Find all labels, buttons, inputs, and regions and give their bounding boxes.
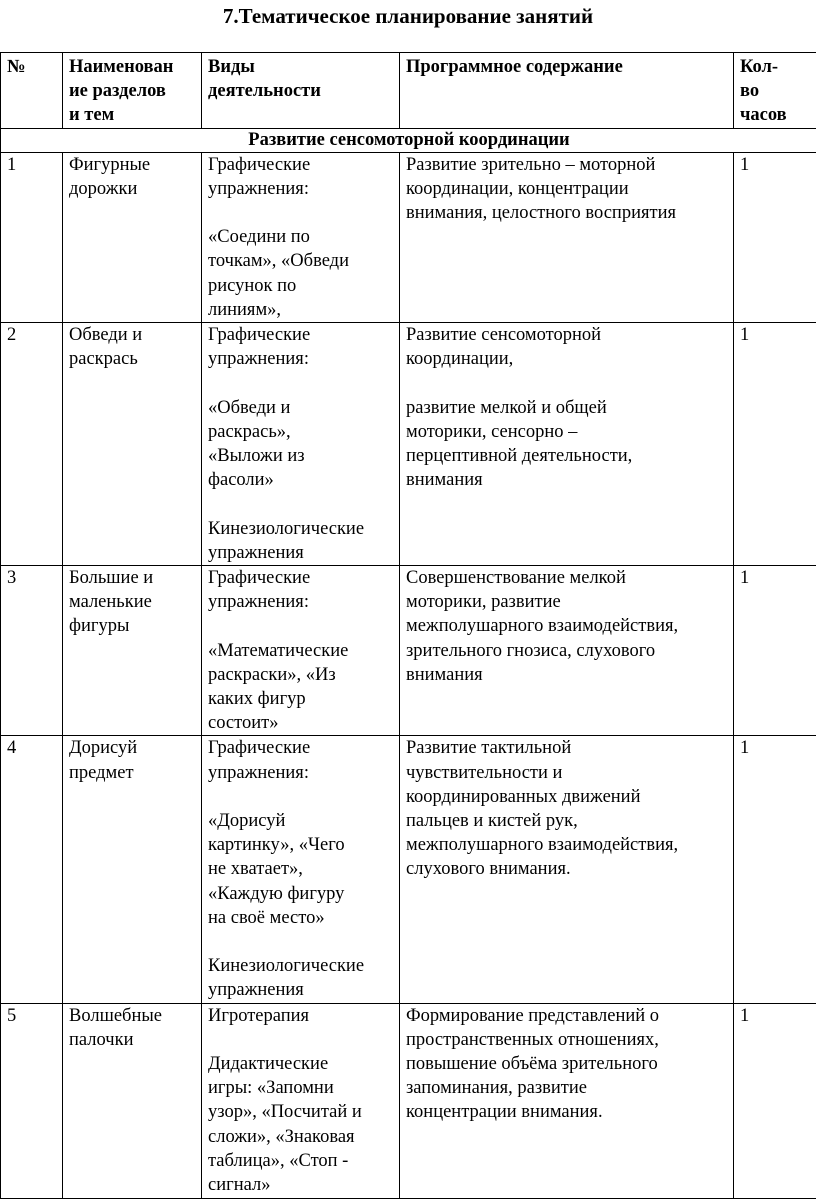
cell-line: узор», «Посчитай и <box>208 1100 394 1124</box>
cell-line: Обведи и <box>69 323 196 347</box>
cell-line: упражнения: <box>208 590 394 614</box>
table-row <box>1 1003 816 1198</box>
cell-line: Фигурные <box>69 153 196 177</box>
cell-line: предмет <box>69 761 196 785</box>
cell-line: состоит» <box>208 711 394 735</box>
cell-line: запоминания, развитие <box>406 1076 728 1100</box>
cell-line: Большие и <box>69 566 196 590</box>
page-title: 7.Тематическое планирование занятий <box>0 3 816 29</box>
cell-line: Дорисуй <box>69 736 196 760</box>
cell-line: зрительного гнозиса, слухового <box>406 639 728 663</box>
row-program-content <box>400 1003 734 1198</box>
row-hours: 1 <box>734 323 816 566</box>
cell-line: рисунок по <box>208 274 394 298</box>
row-number: 2 <box>1 323 63 566</box>
cell-line: чувствительности и <box>406 761 728 785</box>
thematic-plan-table <box>0 52 816 1199</box>
cell-line: раскраски», «Из <box>208 663 394 687</box>
cell-line: «Математические <box>208 639 394 663</box>
cell-line: координации, <box>406 347 728 371</box>
header-number-label: № <box>7 55 57 79</box>
header-number <box>1 53 63 129</box>
cell-line: точкам», «Обведи <box>208 249 394 273</box>
cell-line: Дидактические <box>208 1052 394 1076</box>
row-number: 4 <box>1 736 63 1003</box>
table-row <box>1 736 816 1003</box>
table-row <box>1 323 816 566</box>
cell-line: «Выложи из <box>208 444 394 468</box>
cell-line: упражнения: <box>208 761 394 785</box>
header-section-name <box>63 53 202 129</box>
cell-line: межполушарного взаимодействия, <box>406 614 728 638</box>
header-line: часов <box>740 103 811 127</box>
row-program-content <box>400 566 734 736</box>
cell-line: упражнения <box>208 978 394 1002</box>
cell-line: сигнал» <box>208 1173 394 1197</box>
row-activity-types <box>202 736 400 1003</box>
row-activity-types <box>202 152 400 322</box>
cell-line: раскрась <box>69 347 196 371</box>
cell-line: картинку», «Чего <box>208 833 394 857</box>
table-row <box>1 566 816 736</box>
row-activity-types <box>202 323 400 566</box>
row-number: 5 <box>1 1003 63 1198</box>
cell-line: Развитие тактильной <box>406 736 728 760</box>
cell-line: Формирование представлений о <box>406 1004 728 1028</box>
cell-line: дорожки <box>69 177 196 201</box>
cell-line: Графические <box>208 323 394 347</box>
cell-line: сложи», «Знаковая <box>208 1125 394 1149</box>
header-line: во <box>740 79 811 103</box>
cell-line: внимания <box>406 468 728 492</box>
cell-line: слухового внимания. <box>406 857 728 881</box>
row-topic-name <box>63 323 202 566</box>
cell-line: палочки <box>69 1028 196 1052</box>
cell-line: упражнения: <box>208 177 394 201</box>
cell-line: Развитие зрительно – моторной <box>406 153 728 177</box>
cell-line: «Каждую фигуру <box>208 882 394 906</box>
line-gap <box>406 371 728 395</box>
cell-line: каких фигур <box>208 687 394 711</box>
cell-line: Кинезиологические <box>208 517 394 541</box>
cell-line: внимания, целостного восприятия <box>406 201 728 225</box>
header-line: Виды <box>208 55 394 79</box>
table-body <box>1 128 816 1198</box>
cell-line: моторики, развитие <box>406 590 728 614</box>
row-topic-name <box>63 1003 202 1198</box>
cell-line: не хватает», <box>208 857 394 881</box>
cell-line: Кинезиологические <box>208 954 394 978</box>
header-line: Наименован <box>69 55 196 79</box>
cell-line: фасоли» <box>208 468 394 492</box>
line-gap <box>208 930 394 954</box>
header-line: и тем <box>69 103 196 127</box>
cell-line: концентрации внимания. <box>406 1100 728 1124</box>
cell-line: линиям», <box>208 298 394 322</box>
row-program-content <box>400 736 734 1003</box>
row-hours: 1 <box>734 566 816 736</box>
line-gap <box>208 785 394 809</box>
line-gap <box>208 492 394 516</box>
row-program-content <box>400 323 734 566</box>
table-row <box>1 152 816 322</box>
cell-line: на своё место» <box>208 906 394 930</box>
header-line: ие разделов <box>69 79 196 103</box>
header-activity-types <box>202 53 400 129</box>
row-hours: 1 <box>734 1003 816 1198</box>
cell-line: моторики, сенсорно – <box>406 420 728 444</box>
line-gap <box>208 614 394 638</box>
cell-line: координированных движений <box>406 785 728 809</box>
cell-line: Совершенствование мелкой <box>406 566 728 590</box>
section-row <box>1 128 816 152</box>
row-number: 3 <box>1 566 63 736</box>
cell-line: Графические <box>208 566 394 590</box>
cell-line: Графические <box>208 153 394 177</box>
cell-line: Графические <box>208 736 394 760</box>
cell-line: таблица», «Стоп - <box>208 1149 394 1173</box>
cell-line: пальцев и кистей рук, <box>406 809 728 833</box>
cell-line: Развитие сенсомоторной <box>406 323 728 347</box>
line-gap <box>208 201 394 225</box>
cell-line: координации, концентрации <box>406 177 728 201</box>
cell-line: внимания <box>406 663 728 687</box>
header-program-content <box>400 53 734 129</box>
row-activity-types <box>202 566 400 736</box>
row-hours: 1 <box>734 736 816 1003</box>
row-topic-name <box>63 566 202 736</box>
cell-line: развитие мелкой и общей <box>406 396 728 420</box>
header-line: Кол- <box>740 55 811 79</box>
cell-line: «Дорисуй <box>208 809 394 833</box>
cell-line: пространственных отношениях, <box>406 1028 728 1052</box>
header-line: Программное содержание <box>406 55 728 79</box>
section-title: Развитие сенсомоторной координации <box>1 128 816 152</box>
cell-line: упражнения: <box>208 347 394 371</box>
cell-line: Волшебные <box>69 1004 196 1028</box>
cell-line: маленькие <box>69 590 196 614</box>
cell-line: межполушарного взаимодействия, <box>406 833 728 857</box>
row-number: 1 <box>1 152 63 322</box>
cell-line: перцептивной деятельности, <box>406 444 728 468</box>
header-line: деятельности <box>208 79 394 103</box>
row-program-content <box>400 152 734 322</box>
row-topic-name <box>63 152 202 322</box>
table-header-row <box>1 53 816 129</box>
header-hours <box>734 53 816 129</box>
cell-line: Игротерапия <box>208 1004 394 1028</box>
row-hours: 1 <box>734 152 816 322</box>
line-gap <box>208 371 394 395</box>
cell-line: игры: «Запомни <box>208 1076 394 1100</box>
cell-line: раскрась», <box>208 420 394 444</box>
cell-line: упражнения <box>208 541 394 565</box>
line-gap <box>208 1028 394 1052</box>
row-topic-name <box>63 736 202 1003</box>
cell-line: «Соедини по <box>208 225 394 249</box>
cell-line: повышение объёма зрительного <box>406 1052 728 1076</box>
cell-line: «Обведи и <box>208 396 394 420</box>
cell-line: фигуры <box>69 614 196 638</box>
row-activity-types <box>202 1003 400 1198</box>
